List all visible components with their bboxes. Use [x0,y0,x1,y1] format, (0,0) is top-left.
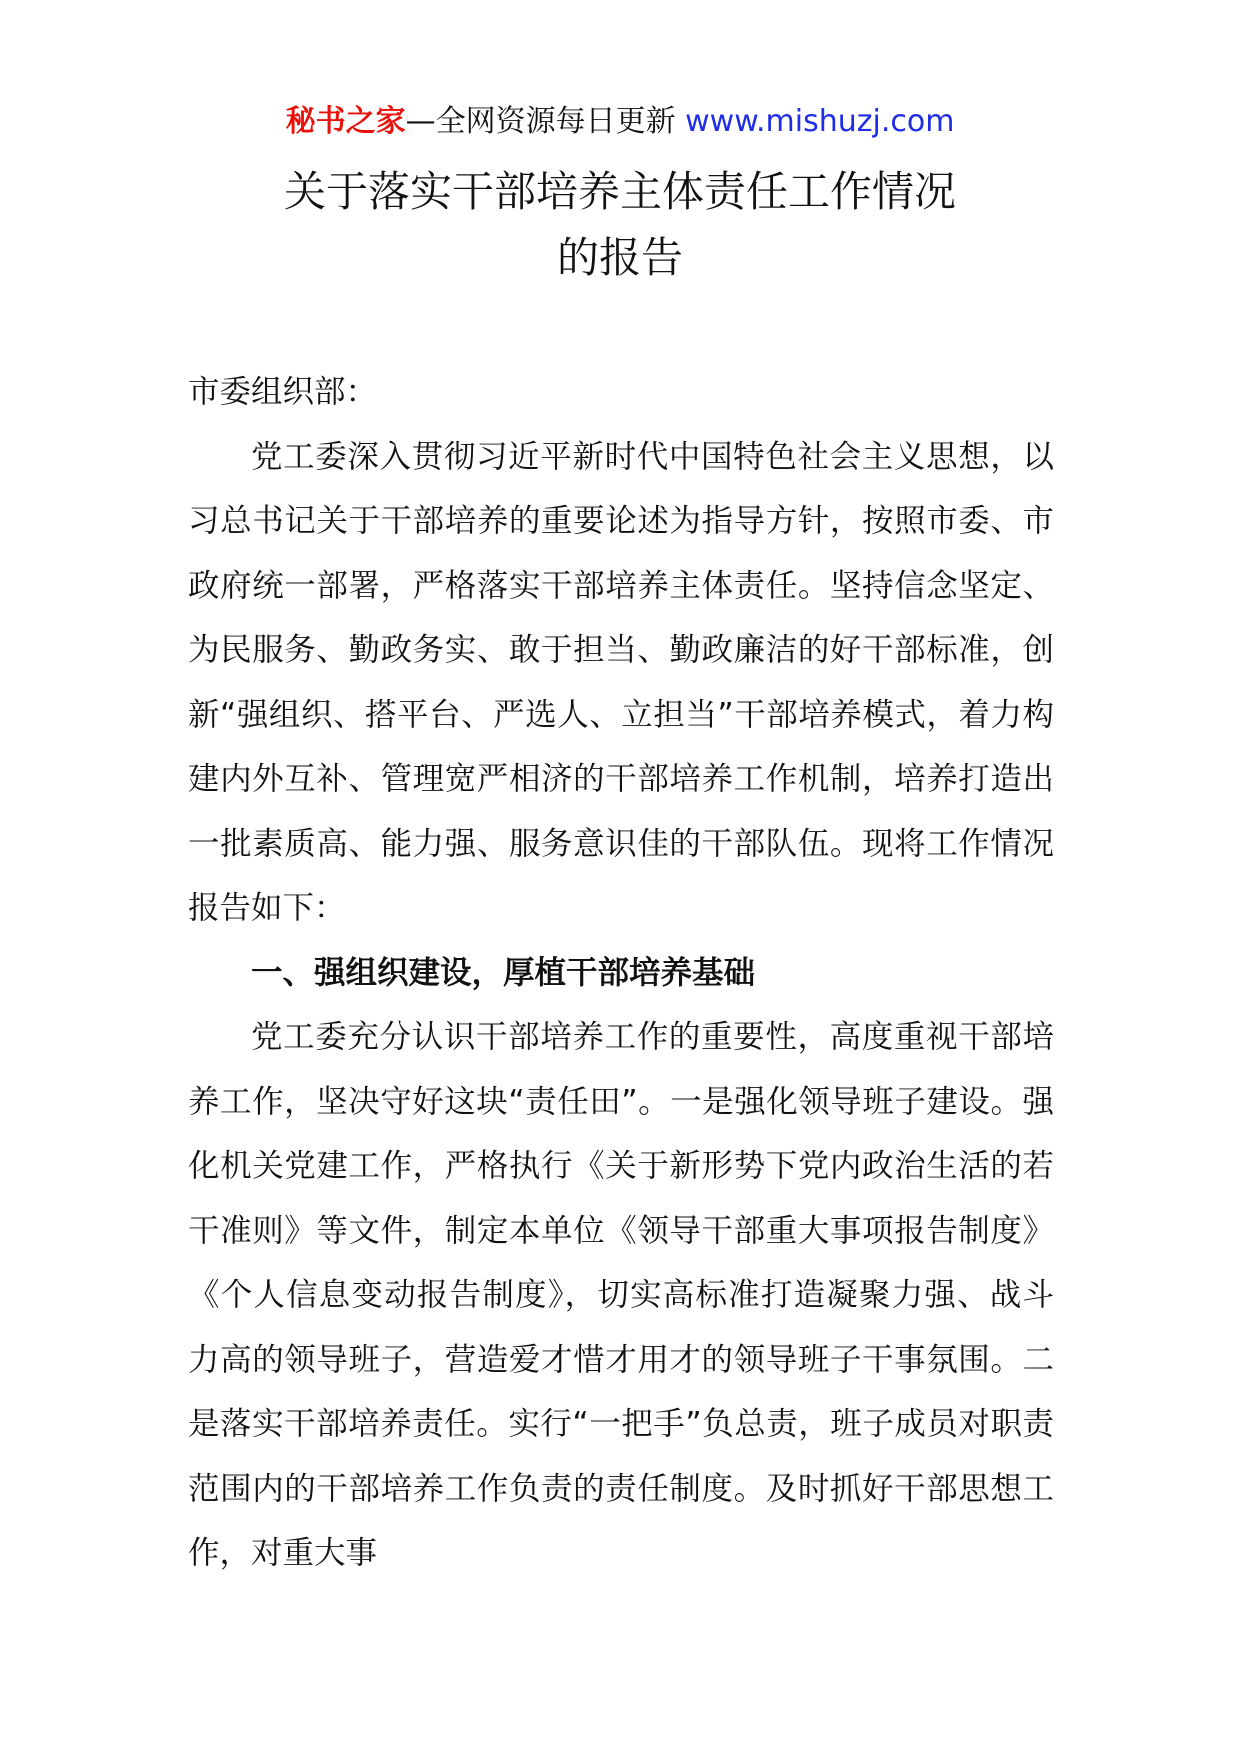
site-header [0,102,1240,142]
document-body [188,360,1054,1586]
document-title-line-1: 关于落实干部培养主体责任工作情况 [283,167,956,216]
salutation: 市委组织部： [188,374,378,410]
brand-name: 秘书之家 [285,104,406,139]
site-url-link[interactable]: www.mishuzj.com [685,104,955,139]
header-slogan: —全网资源每日更新 [405,104,676,139]
section-heading-1: 一、强组织建设，厚植干部培养基础 [251,954,756,991]
document-title-line-2: 的报告 [556,233,683,282]
section-1-paragraph: 党工委充分认识干部培养工作的重要性，高度重视干部培养工作，坚决守好这块“责任田”。一是强化领导班子建设。强化机关党建工作，严格执行《关于新形势下党内政治生活的若干准则》等文件，制定本单位《领导干部重大事项报告制度》《个人信息变动报告制度》，切实高标准打造凝聚力强、战斗力高的领导班子，营造爱才惜才用才的领导班子干事氛围。二是落实干部培养责任。实行“一把手”负总责，班子成员对职责范围内的干部培养工作负责的责任制度。及时抓好干部思想工作，对重大事 [188,1019,1054,1571]
intro-paragraph: 党工委深入贯彻习近平新时代中国特色社会主义思想，以习总书记关于干部培养的重要论述为指导方针，按照市委、市政府统一部署，严格落实干部培养主体责任。坚持信念坚定、为民服务、勤政务实、敢于担当、勤政廉洁的好干部标准，创新“强组织、搭平台、严选人、立担当”干部培养模式，着力构建内外互补、管理宽严相济的干部培养工作机制，培养打造出一批素质高、能力强、服务意识佳的干部队伍。现将工作情况报告如下： [188,438,1054,926]
